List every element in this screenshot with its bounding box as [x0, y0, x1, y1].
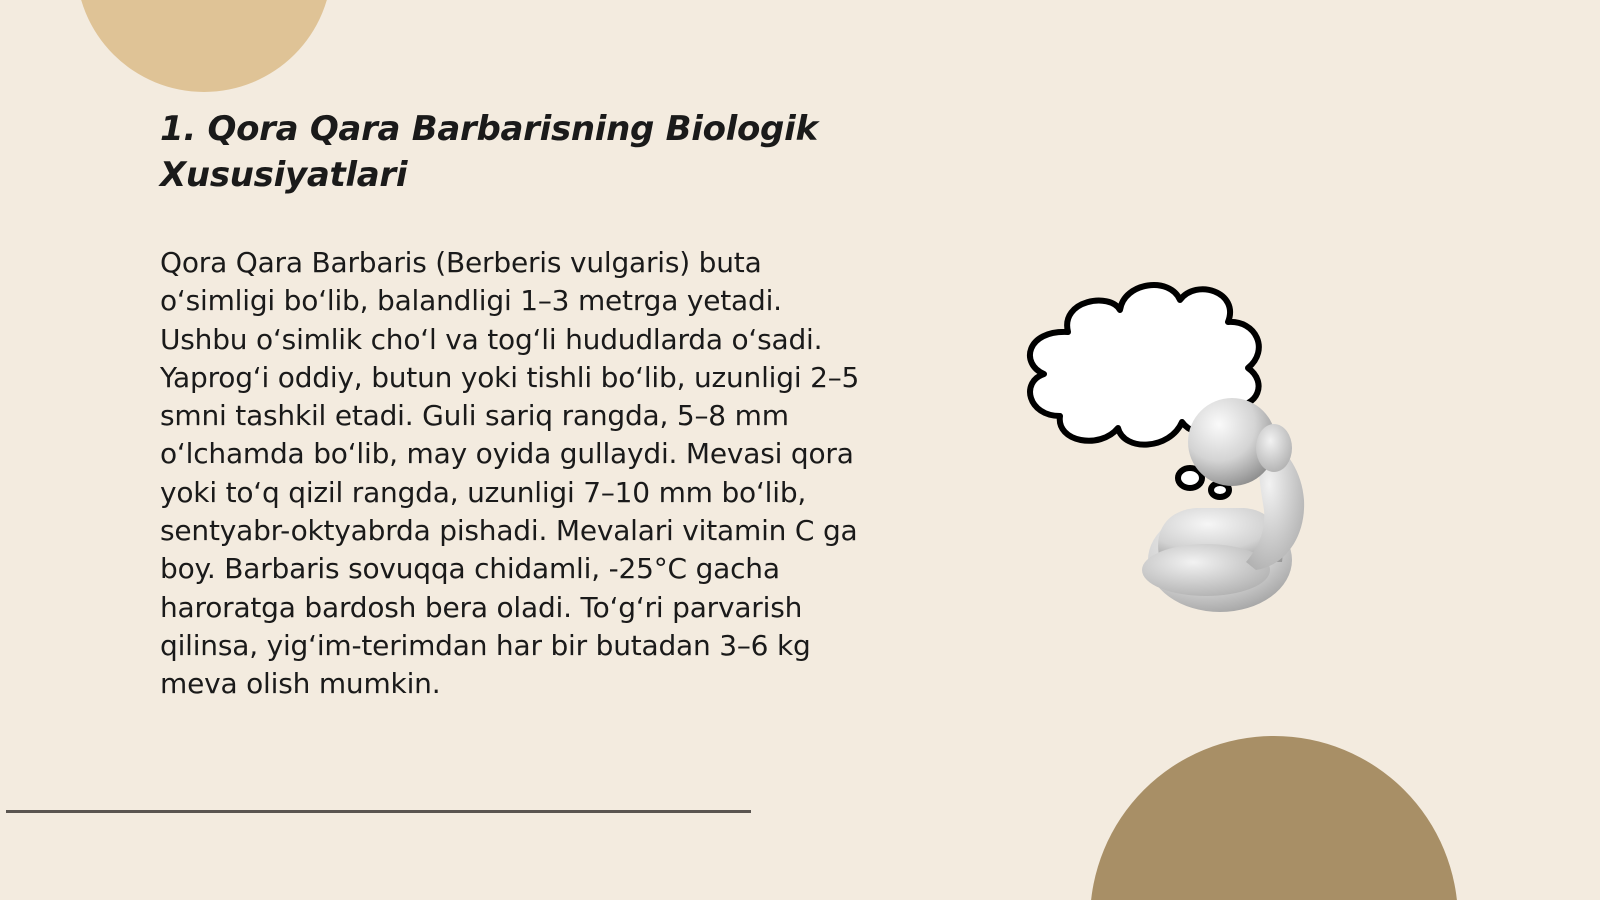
thinking-person-icon	[1020, 270, 1350, 620]
person-hand	[1256, 424, 1292, 472]
person-arm-lower	[1142, 544, 1270, 596]
decorative-circle-top	[76, 0, 332, 92]
slide-title: 1. Qora Qara Barbarisning Biologik Xususiyatlari	[160, 109, 818, 195]
divider-line	[6, 810, 751, 813]
slide-body-text: Qora Qara Barbaris (Berberis vulgaris) buta o‘simligi bo‘lib, balandligi 1–3 metrga yetadi. Ushbu o‘simlik cho‘l va tog‘li hududlarda o‘sadi. Yaprog‘i oddiy, butun yoki tishli bo‘lib, uzunligi 2–5 smni tashkil etadi. Guli sariq rangda, 5–8 mm o‘lchamda bo‘lib, may oyida gullaydi. Mevasi qora yoki to‘q qizil rangda, uzunligi 7–10 mm bo‘lib, sentyabr-oktyabrda pishadi. Mevalari vitamin C ga boy. Barbaris sovuqqa chidamli, -25°C gacha haroratga bardosh bera oladi. To‘g‘ri parvarish qilinsa, yig‘im-terimdan har bir butadan 3–6 kg meva olish mumkin.	[160, 246, 860, 701]
decorative-circle-bottom	[1090, 736, 1458, 900]
